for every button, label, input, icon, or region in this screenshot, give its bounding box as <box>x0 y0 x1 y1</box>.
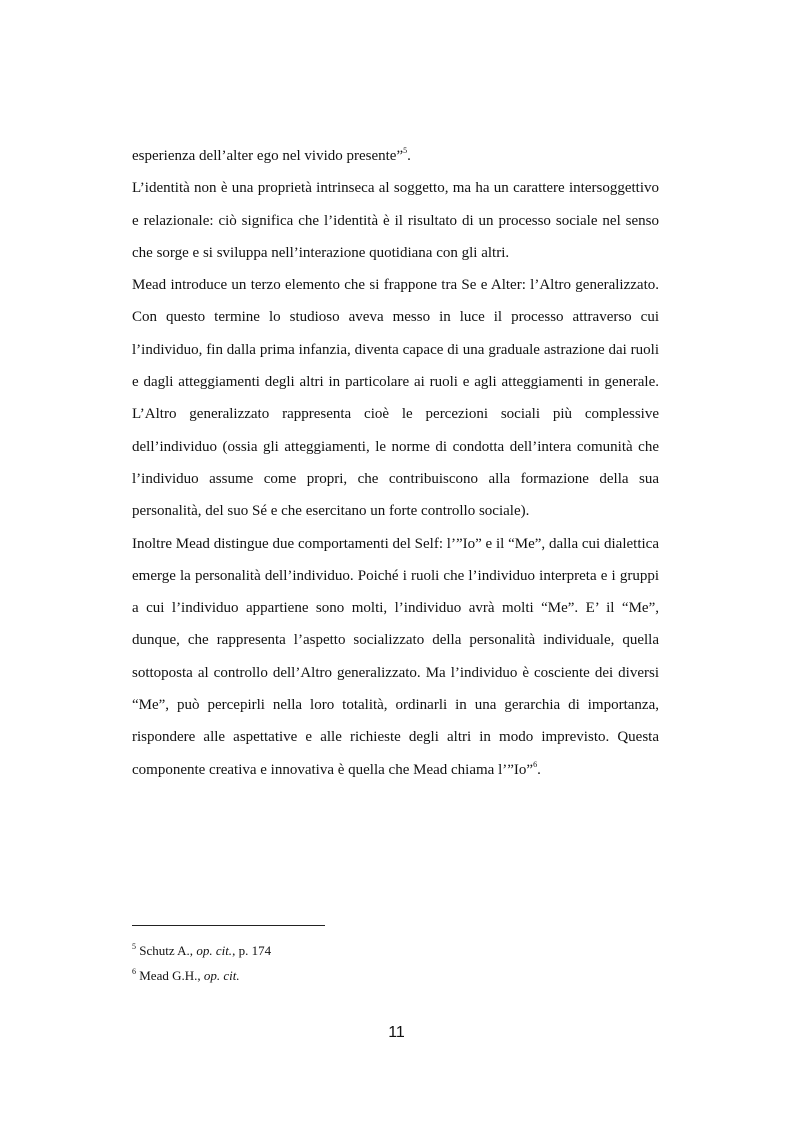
body-text <box>132 140 659 786</box>
paragraph-generalized-other: Mead introduce un terzo elemento che si frappone tra Se e Alter: l’Altro generalizzato. Con questo termine lo studioso aveva messo in luce il processo attraverso cui l’individuo, fin dalla prima infanzia, diventa capace di una graduale astrazione dai ruoli e dagli atteggiamenti degli altri in particolare ai ruoli e agli atteggiamenti in generale. L’Altro generalizzato rappresenta cioè le percezioni sociali più complessive dell’individuo (ossia gli atteggiamenti, le norme di condotta dell’intera comunità che l’individuo assume come propri, che contribuiscono alla formazione della sua personalità, del suo Sé e che esercitano un forte controllo sociale). <box>132 277 659 520</box>
footnote-ref-5: 5 <box>403 146 408 155</box>
footnote-separator <box>132 925 325 926</box>
footnote-ref-6: 6 <box>533 759 538 769</box>
paragraph-continuation: esperienza dell’alter ego nel vivido presente”$^5$. <box>132 146 411 164</box>
paragraph-identity: L’identità non è una proprietà intrinseca al soggetto, ma ha un carattere intersoggettivo e relazionale: ciò significa che l’identità è il risultato di un processo sociale nel senso che sorge e si sviluppa nell’interazione quotidiana con gli altri. <box>132 180 659 261</box>
page-number: 11 <box>388 1024 405 1041</box>
footnote-6: $^6$ Mead G.H., op. cit. <box>132 966 240 983</box>
paragraph-io-me: Inoltre Mead distingue due comportamenti del Self: l’”Io” e il “Me”, dalla cui dialettica emerge la personalità dell’individuo. Poiché i ruoli che l’individuo interpreta e i gruppi a cui l’individuo appartiene sono molti, l’individuo avrà molti “Me”. E’ il “Me”, dunque, che rappresenta l’aspetto socializzato della personalità individuale, quella sottoposta al controllo dell’Altro generalizzato. Ma l’individuo è cosciente dei diversi “Me”, può percepirli nella loro totalità, ordinarli in una gerarchia di importanza, rispondere alle aspettative e alle richieste degli altri in modo imprevisto. Questa componente creativa e innovativa è quella che Mead chiama l’”Io”$^6$. <box>132 535 659 778</box>
footnotes <box>132 938 632 988</box>
footnote-5: $^5$ Schutz A., op. cit., p. 174 <box>132 941 272 958</box>
